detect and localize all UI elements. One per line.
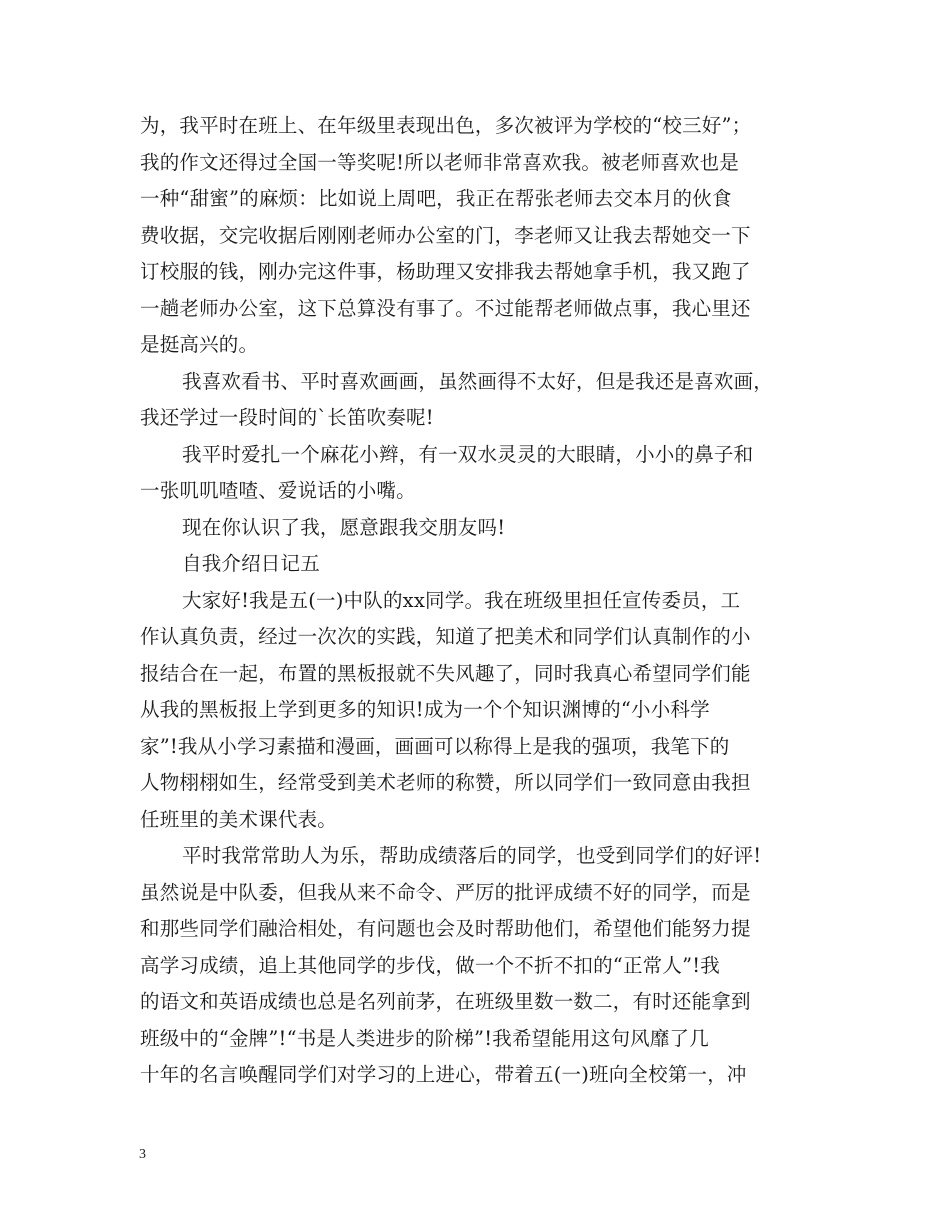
text-line: 自我介绍日记五: [182, 552, 320, 575]
page-number: 3: [139, 1147, 146, 1162]
text-line: 为，我平时在班上、在年级里表现出色，多次被评为学校的“校三好”；: [140, 114, 752, 137]
text-line: 我平时爱扎一个麻花小辫，有一双水灵灵的大眼睛，小小的鼻子和: [182, 442, 754, 466]
text-line: 任班里的美术课代表。: [140, 807, 338, 831]
text-line: 报结合在一起，布置的黑板报就不失风趣了，同时我真心希望同学们能: [140, 661, 751, 685]
text-line: 十年的名言唤醒同学们对学习的上进心，带着五(一)班向全校第一，冲: [140, 1063, 747, 1086]
text-line: 人物栩栩如生，经常受到美术老师的称赞，所以同学们一致同意由我担: [140, 771, 751, 794]
text-line: 大家好!我是五(一)中队的xx同学。我在班级里担任宣传委员，工: [182, 588, 741, 612]
text-line: 班级中的“金牌”!“书是人类进步的阶梯”!我希望能用这句风靡了几: [140, 1026, 709, 1050]
text-line: 我喜欢看书、平时喜欢画画，虽然画得不太好，但是我还是喜欢画，: [182, 369, 774, 393]
text-line: 和那些同学们融洽相处，有问题也会及时帮助他们，希望他们能努力提: [140, 917, 751, 940]
text-line: 的语文和英语成绩也总是名列前茅，在班级里数一数二，有时还能拿到: [140, 990, 751, 1013]
text-line: 现在你认识了我，愿意跟我交朋友吗!: [182, 515, 506, 539]
text-line: 从我的黑板报上学到更多的知识!成为一个个知识渊博的“小小科学: [140, 698, 710, 721]
text-line: 虽然说是中队委，但我从来不命令、严厉的批评成绩不好的同学，而是: [140, 880, 751, 904]
text-line: 我还学过一段时间的`长笛吹奏呢!: [140, 406, 434, 429]
text-line: 一张叽叽喳喳、爱说话的小嘴。: [140, 479, 416, 502]
text-line: 作认真负责，经过一次次的实践，知道了把美术和同学们认真制作的小: [140, 625, 751, 648]
text-line: 平时我常常助人为乐，帮助成绩落后的同学，也受到同学们的好评!: [182, 844, 762, 867]
text-line: 是挺高兴的。: [140, 333, 259, 356]
body-text: [140, 108, 820, 1094]
text-line: 一趟老师办公室，这下总算没有事了。不过能帮老师做点事，我心里还: [140, 296, 751, 320]
text-line: 家”!我从小学习素描和漫画，画画可以称得上是我的强项，我笔下的: [140, 734, 730, 758]
text-line: 一种“甜蜜”的麻烦：比如说上周吧，我正在帮张老师去交本月的伙食: [140, 187, 732, 210]
text-line: 费收据，交完收据后刚刚老师办公室的门，李老师又让我去帮她交一下: [140, 223, 751, 247]
text-line: 高学习成绩，追上其他同学的步伐，做一个不折不扣的“正常人”!我: [140, 953, 720, 977]
text-line: 订校服的钱，刚办完这件事，杨助理又安排我去帮她拿手机，我又跑了: [140, 260, 751, 283]
text-line: 我的作文还得过全国一等奖呢!所以老师非常喜欢我。被老师喜欢也是: [140, 150, 740, 174]
